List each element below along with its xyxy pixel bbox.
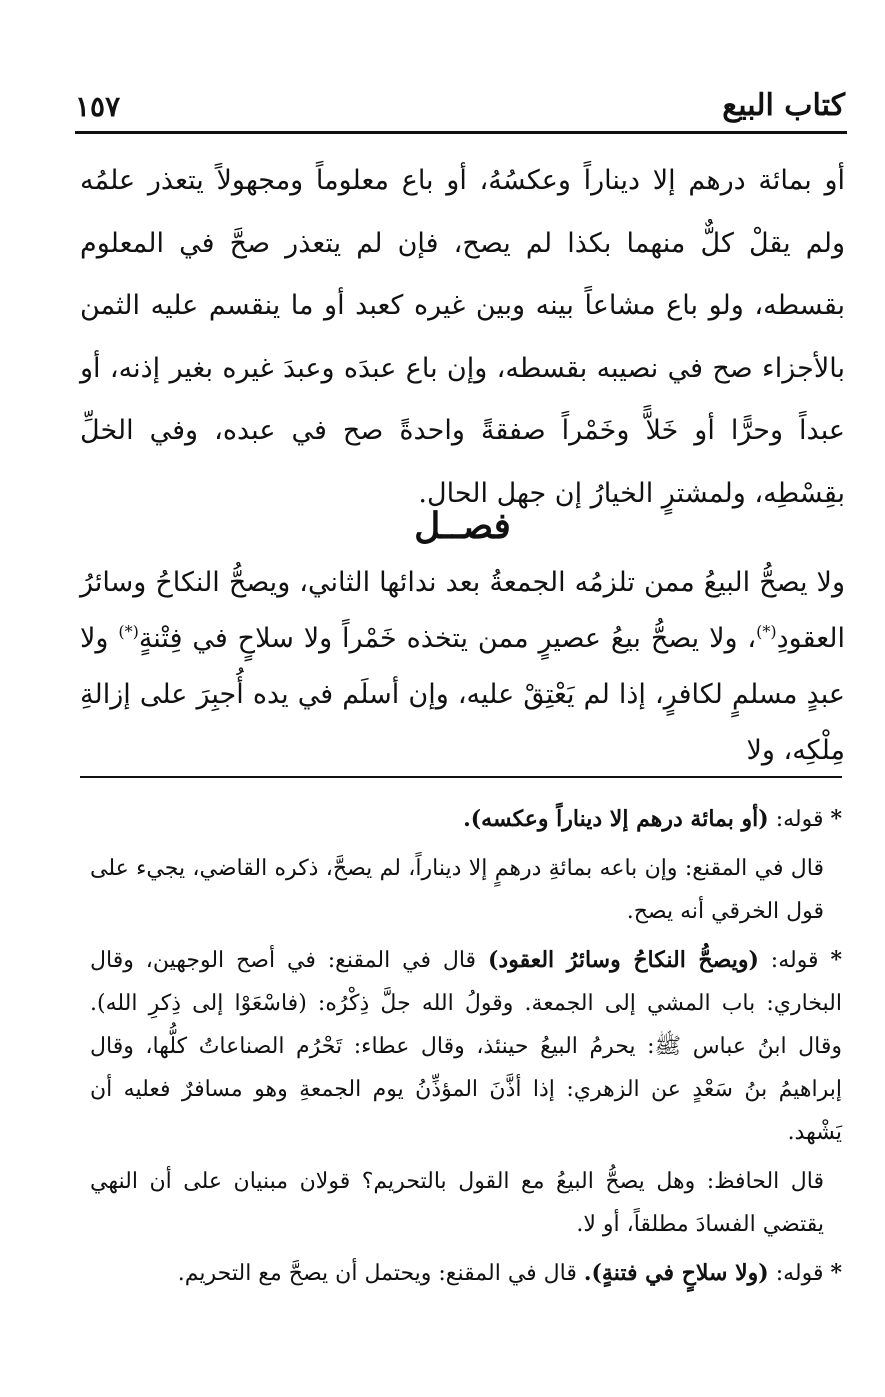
section-text-part-2: ، ولا يصحُّ بيعُ عصيرٍ ممن يتخذه خَمْراً ولا سلاحٍ في فِتْنةٍ [138, 623, 757, 654]
main-text [80, 150, 845, 525]
footnote-separator [80, 776, 842, 778]
footnote-text: قال الحافظ: وهل يصحُّ البيعُ مع القول بالتحريم؟ قولان مبنيان على أن النهي يقتضي الفسادَ مطلقاً، أو لا. [90, 1169, 824, 1237]
footnote-quote: (ولا سلاحٍ في فتنةٍ). [583, 1260, 769, 1286]
footnote-quote: (ويصحُّ النكاحُ وسائرُ العقود) [488, 947, 759, 973]
footnote-quote: (أو بمائة درهم إلا ديناراً وعكسه). [463, 806, 769, 832]
footnote-text: قال في المقنع: وإن باعه بمائةِ درهمٍ إلا ديناراً، لم يصحَّ، ذكره القاضي، يجيء على قول الخرقي أنه يصح. [90, 856, 824, 924]
footnote-3 [90, 939, 842, 1154]
footnote-star: * [830, 1260, 842, 1286]
footnote-lead: قوله: [768, 1261, 831, 1286]
page-number: ١٥٧ [75, 90, 121, 123]
header-rule [75, 131, 847, 134]
footnote-marker-1: (*) [756, 622, 777, 641]
running-title: كتاب البيع [722, 88, 845, 123]
footnote-lead: قوله: [768, 807, 831, 832]
footnote-4 [90, 1160, 842, 1246]
page-header [75, 88, 845, 132]
main-paragraph: أو بمائة درهم إلا ديناراً وعكسُهُ، أو باع معلوماً ومجهولاً يتعذر علمُه ولم يقلْ كلٌّ منهما بكذا لم يصح، فإن لم يتعذر صحَّ في المعلوم بقسطه، ولو باع مشاعاً بينه وبين غيره كعبد أو ما ينقسم عليه الثمن بالأجزاء صح في نصيبه بقسطه، وإن باع عبدَه وعبدَ غيره بغير إذنه، أو عبداً وحرًّا أو خَلاًّ وخَمْراً صفقةً واحدةً صح في عبده، وفي الخلِّ بقِسْطِه، ولمشترٍ الخيارُ إن جهل الحال. [80, 165, 845, 509]
footnote-2 [90, 847, 842, 933]
footnote-text: قال في المقنع: في أصح الوجهين، وقال البخاري: باب المشي إلى الجمعة. وقولُ الله جلَّ ذِكْرُه: (فاسْعَوْا إلى ذِكرِ الله). وقال ابنُ عباس ﷺ: يحرمُ البيعُ حينئذ، وقال عطاء: تَحْرُم الصناعاتُ كلُّها، وقال إبراهيمُ بنُ سَعْدٍ عن الزهري: إذا أذَّنَ المؤذِّنُ يوم الجمعةِ وهو مسافرٌ فعليه أن يَشْهد. [90, 948, 842, 1145]
footnote-1 [90, 798, 842, 841]
footnotes [90, 798, 842, 1301]
footnote-text: قال في المقنع: ويحتمل أن يصحَّ مع التحريم. [177, 1261, 584, 1286]
footnote-5 [90, 1252, 842, 1295]
footnote-star: * [830, 806, 842, 832]
section-heading: فصــل [414, 505, 511, 547]
footnote-lead: قوله: [758, 948, 831, 973]
section-text [80, 555, 845, 779]
section-text-part-3: ولا عبدٍ مسلمٍ لكافرٍ، إذا لم يَعْتِقْ عليه، وإن أسلَم في يده أُجبِرَ على إزالةِ مِلْكِه، ولا [80, 623, 845, 766]
footnote-marker-2: (*) [118, 622, 139, 641]
section-text-part-1: ولا يصحُّ البيعُ ممن تلزمُه الجمعةُ بعد ندائها الثاني، ويصحُّ النكاحُ وسائرُ العقودِ [80, 567, 845, 654]
footnote-star: * [830, 947, 843, 973]
